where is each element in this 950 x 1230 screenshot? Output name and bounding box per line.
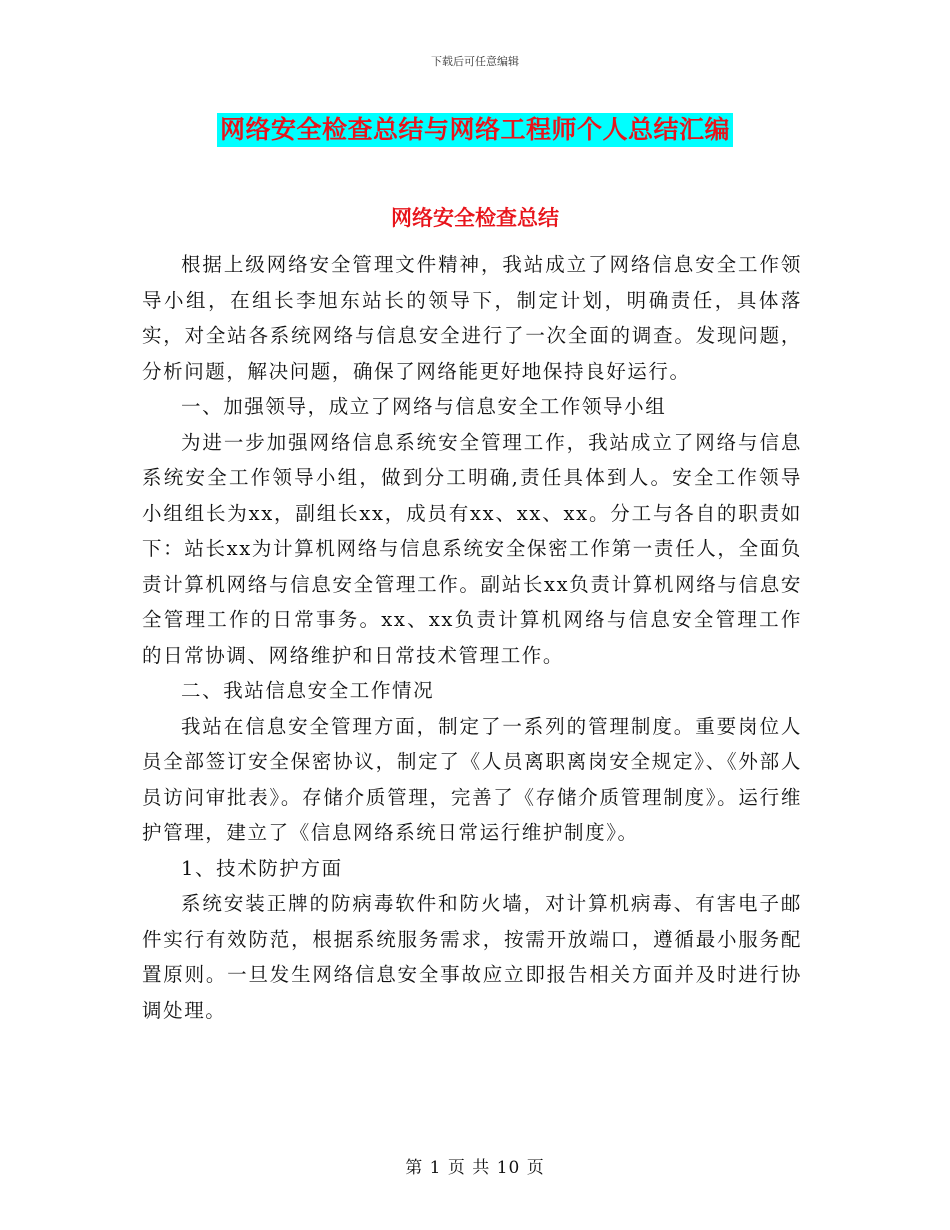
- section-heading: 二、我站信息安全工作情况: [181, 679, 435, 702]
- paragraph: 我站在信息安全管理方面，制定了一系列的管理制度。重要岗位人员全部签订安全保密协议，制定了《人员离职离岗安全规定》、《外部人员访问审批表》。存储介质管理，完善了《存储介质管理制度》。运行维护管理，建立了《信息网络系统日常运行维护制度》。: [142, 714, 802, 844]
- document-body: [142, 247, 802, 1028]
- header-note: 下载后可任意编辑: [431, 55, 519, 68]
- section-heading: 一、加强领导，成立了网络与信息安全工作领导小组: [181, 395, 667, 418]
- paragraph: 根据上级网络安全管理文件精神，我站成立了网络信息安全工作领导小组，在组长李旭东站长的领导下，制定计划，明确责任，具体落实，对全站各系统网络与信息安全进行了一次全面的调查。发现问题，分析问题，解决问题，确保了网络能更好地保持良好运行。: [142, 253, 802, 383]
- paragraph: 系统安装正牌的防病毒软件和防火墙，对计算机病毒、有害电子邮件实行有效防范，根据系统服务需求，按需开放端口，遵循最小服务配置原则。一旦发生网络信息安全事故应立即报告相关方面并及时进行协调处理。: [142, 892, 802, 1022]
- paragraph: 为进一步加强网络信息系统安全管理工作，我站成立了网络与信息系统安全工作领导小组，做到分工明确,责任具体到人。安全工作领导小组组长为xx，副组长xx，成员有xx、xx、xx。分工与各自的职责如下：站长xx为计算机网络与信息系统安全保密工作第一责任人，全面负责计算机网络与信息安全管理工作。副站长xx负责计算机网络与信息安全管理工作的日常事务。xx、xx负责计算机网络与信息安全管理工作的日常协调、网络维护和日常技术管理工作。: [142, 430, 802, 667]
- main-title: 网络安全检查总结与网络工程师个人总结汇编: [217, 113, 733, 147]
- page-footer: 第 1 页 共 10 页: [405, 1158, 545, 1178]
- section-title: 网络安全检查总结: [391, 206, 559, 230]
- subsection-heading: 1、技术防护方面: [181, 856, 343, 880]
- main-title-container: [0, 113, 950, 147]
